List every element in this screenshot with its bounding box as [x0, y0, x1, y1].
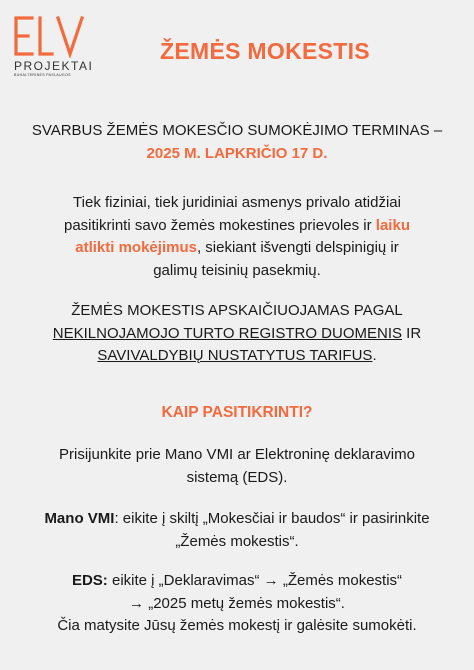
- calculation-line-1: ŽEMĖS MOKESTIS APSKAIČIUOJAMAS PAGAL: [71, 302, 403, 319]
- deadline-block: [0, 120, 474, 165]
- registry-data-text: NEKILNOJAMOJO TURTO REGISTRO DUOMENIS: [52, 324, 403, 342]
- eds-line-1: [0, 570, 474, 593]
- logo-name: PROJEKTAI: [14, 59, 94, 73]
- calculation-paragraph: [0, 300, 474, 368]
- calculation-and: IR: [402, 324, 422, 342]
- obligation-line-3: [0, 237, 474, 260]
- mano-vmi-text: : eikite į skiltį „Mokesčiai ir baudos“ ir pasirinkite: [114, 510, 430, 527]
- eds-line-3: Čia matysite Jūsų žemės mokestį ir galėsite sumokėti.: [57, 617, 417, 634]
- municipal-rates-text: SAVIVALDYBIŲ NUSTATYTUS TARIFUS: [97, 347, 373, 364]
- brand-logo: [12, 14, 94, 77]
- mano-vmi-line-2: „Žemės mokestis“.: [175, 532, 299, 550]
- calculation-line-2: [0, 323, 474, 346]
- elv-logo-icon: [12, 14, 86, 58]
- eds-line-2: → „2025 metų žemės mokestis“.: [129, 594, 345, 612]
- obligation-text: pasitikrinti savo žemės mokestines prievoles ir: [64, 216, 372, 234]
- deadline-line: SVARBUS ŽEMĖS MOKESČIO SUMOKĖJIMO TERMINAS –: [31, 122, 443, 139]
- obligation-paragraph: [0, 192, 474, 282]
- mano-vmi-line-1: [0, 508, 474, 531]
- how-to-heading: KAIP PASITIKRINTI?: [161, 404, 313, 421]
- deadline-date: 2025 M. LAPKRIČIO 17 D.: [146, 144, 328, 162]
- instructions-line-1: Prisijunkite prie Mano VMI ar Elektroninę deklaravimo: [59, 446, 415, 463]
- eds-label: EDS:: [71, 572, 108, 589]
- obligation-accent-2: atlikti mokėjimus: [75, 239, 197, 256]
- calculation-line-3: [0, 345, 474, 368]
- obligation-line-2: [0, 215, 474, 238]
- page-title: ŽEMĖS MOKESTIS: [160, 38, 370, 64]
- eds-paragraph: [0, 570, 474, 638]
- eds-text: eikite į „Deklaravimas“ → „Žemės mokestis“: [107, 572, 403, 589]
- instructions-line-2: sistemą (EDS).: [186, 468, 288, 486]
- instructions-paragraph: [0, 444, 474, 489]
- obligation-line-1: Tiek fiziniai, tiek juridiniai asmenys privalo atidžiai: [73, 194, 401, 211]
- calculation-period: .: [372, 347, 377, 364]
- mano-vmi-paragraph: [0, 508, 474, 553]
- obligation-text-2: , siekiant išvengti delspinigių ir: [196, 239, 399, 256]
- logo-tagline: BUHALTERINĖS PASLAUGOS: [14, 73, 71, 77]
- obligation-accent: laiku: [375, 216, 410, 234]
- mano-vmi-label: Mano VMI: [44, 510, 115, 527]
- obligation-line-4: galimų teisinių pasekmių.: [153, 261, 321, 279]
